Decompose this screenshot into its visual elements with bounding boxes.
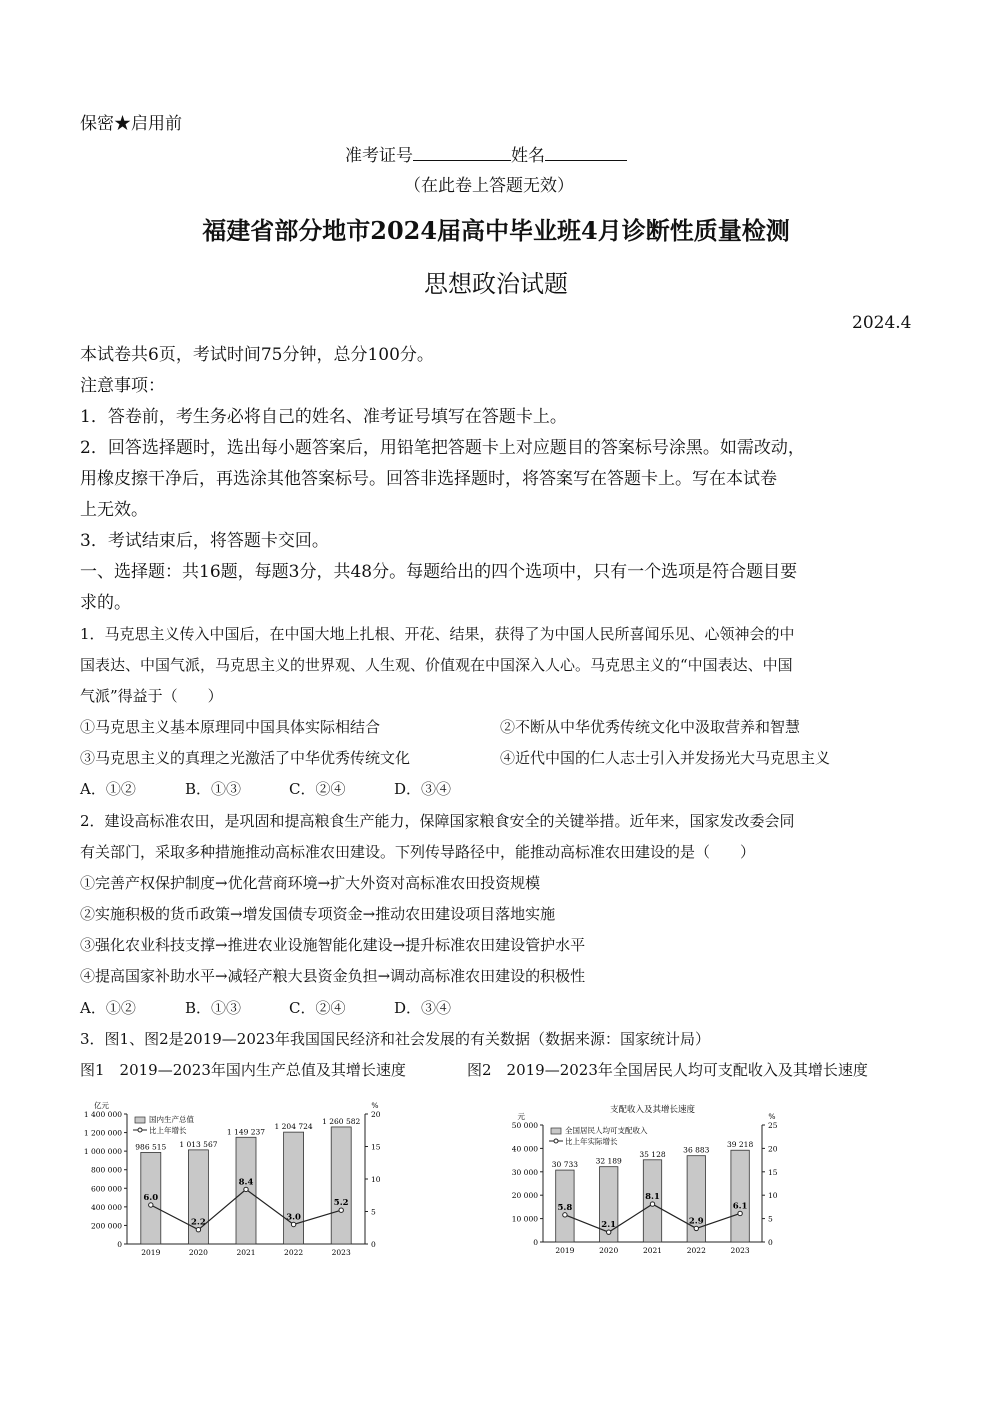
gdp-y2-tick-label: 10 xyxy=(371,1175,381,1184)
income-y-tick-label: 50 000 xyxy=(511,1121,538,1130)
q1-option-2: ②不断从中华优秀传统文化中汲取营养和智慧 xyxy=(500,718,801,736)
gdp-growth-label: 2.2 xyxy=(191,1217,206,1228)
gdp-growth-point xyxy=(149,1203,153,1207)
gdp-bar-label: 1 149 237 xyxy=(226,1127,266,1137)
income-bar-label: 39 218 xyxy=(726,1140,754,1150)
q2-stem-a: 2．建设高标准农田，是巩固和提高粮食生产能力，保障国家粮食安全的关键举措。近年来，国家发改委会同 xyxy=(80,812,795,830)
income-bar-label: 32 189 xyxy=(595,1156,622,1166)
q2-choices xyxy=(80,993,451,1024)
gdp-bar-label: 986 515 xyxy=(135,1142,167,1152)
income-y-unit: 元 xyxy=(517,1112,525,1121)
income-growth-label: 2.9 xyxy=(688,1216,704,1227)
income-growth-label: 2.1 xyxy=(601,1220,617,1231)
income-legend-line-marker xyxy=(554,1139,558,1143)
income-growth-point xyxy=(694,1226,698,1230)
gdp-bar xyxy=(331,1127,351,1244)
gdp-x-tick-label: 2022 xyxy=(284,1248,304,1257)
income-growth-label: 8.1 xyxy=(645,1192,660,1203)
page-title: 福建省部分地市2024届高中毕业班4月诊断性质量检测 xyxy=(202,216,790,245)
notice-3: 3．考试结束后，将答题卡交回。 xyxy=(80,531,329,551)
gdp-growth-point xyxy=(244,1187,248,1191)
gdp-y-tick-label: 0 xyxy=(117,1240,122,1249)
income-y-tick-label: 40 000 xyxy=(511,1144,538,1154)
q1-option-3: ③马克思主义的真理之光激活了中华优秀传统文化 xyxy=(80,749,411,767)
income-legend-line-label: 比上年实际增长 xyxy=(565,1137,618,1146)
q1-choice-d[interactable]: D．③④ xyxy=(394,780,452,798)
section-heading-b: 求的。 xyxy=(80,593,131,613)
income-bar-label: 36 883 xyxy=(683,1145,710,1155)
income-bar-label: 30 733 xyxy=(551,1160,579,1170)
gdp-growth-point xyxy=(291,1222,295,1226)
fig2-caption: 图2 2019—2023年全国居民人均可支配收入及其增长速度 xyxy=(467,1061,868,1079)
notice-2b: 用橡皮擦干净后，再选涂其他答案标号。回答非选择题时，将答案写在答题卡上。写在本试卷 xyxy=(80,469,777,489)
gdp-y-unit: 亿元 xyxy=(94,1101,109,1110)
q2-option-4: ④提高国家补助水平→减轻产粮大县资金负担→调动高标准农田建设的积极性 xyxy=(80,967,586,985)
income-growth-point xyxy=(563,1213,567,1217)
income-bar-label: 35 128 xyxy=(639,1149,666,1159)
income-y-tick-label: 10 000 xyxy=(511,1214,538,1224)
income-y2-tick-label: 5 xyxy=(768,1214,773,1224)
income-growth-label: 6.1 xyxy=(732,1201,748,1212)
exam-id-blank[interactable] xyxy=(413,144,511,161)
notice-2c: 上无效。 xyxy=(80,500,148,520)
gdp-legend-line-label: 比上年增长 xyxy=(149,1126,187,1135)
q2-option-2: ②实施积极的货币政策→增发国债专项资金→推动农田建设项目落地实施 xyxy=(80,905,556,923)
q2-choice-b[interactable]: B．①③ xyxy=(185,999,242,1017)
notice-title: 注意事项： xyxy=(80,376,165,396)
gdp-y-tick-label: 1 400 000 xyxy=(83,1110,122,1119)
gdp-y-tick-label: 1 200 000 xyxy=(83,1128,122,1138)
income-y-tick-label: 20 000 xyxy=(511,1191,538,1201)
gdp-growth-label: 3.0 xyxy=(286,1212,301,1223)
exam-date: 2024.4 xyxy=(852,313,912,333)
q2-option-3: ③强化农业科技支撑→推进农业设施智能化建设→提升标准农田建设管护水平 xyxy=(80,936,586,954)
q1-stem-c: 气派”得益于（ ） xyxy=(80,687,223,705)
income-bar xyxy=(731,1150,749,1242)
income-x-tick-label: 2023 xyxy=(730,1246,750,1255)
gdp-y-tick-label: 800 000 xyxy=(90,1165,122,1175)
gdp-y2-tick-label: 15 xyxy=(371,1142,381,1152)
income-x-tick-label: 2019 xyxy=(555,1246,575,1255)
gdp-growth-label: 8.4 xyxy=(238,1177,254,1188)
gdp-y2-tick-label: 5 xyxy=(371,1207,376,1217)
income-x-tick-label: 2022 xyxy=(686,1246,706,1255)
secret-label: 保密★启用前 xyxy=(80,114,182,134)
name-blank[interactable] xyxy=(545,144,627,161)
q1-option-1: ①马克思主义基本原理同中国具体实际相结合 xyxy=(80,718,381,736)
gdp-growth-point xyxy=(339,1208,343,1212)
q1-choice-a[interactable]: A．①② xyxy=(80,780,136,798)
q2-choice-c[interactable]: C．②④ xyxy=(289,999,346,1017)
gdp-y2-unit: % xyxy=(371,1101,379,1110)
gdp-x-tick-label: 2021 xyxy=(236,1248,256,1257)
income-growth-point xyxy=(607,1230,611,1234)
income-y2-tick-label: 20 xyxy=(768,1144,778,1154)
gdp-legend-line-marker xyxy=(138,1128,142,1132)
income-growth-label: 5.8 xyxy=(557,1202,573,1213)
q2-option-1: ①完善产权保护制度→优化营商环境→扩大外资对高标准农田投资规模 xyxy=(80,874,541,892)
q2-choice-a[interactable]: A．①② xyxy=(80,999,136,1017)
gdp-x-tick-label: 2020 xyxy=(188,1248,208,1257)
q1-choice-c[interactable]: C．②④ xyxy=(289,780,346,798)
invalid-note: （在此卷上答题无效） xyxy=(404,176,574,196)
q2-stem-b: 有关部门，采取多种措施推动高标准农田建设。下列传导路径中，能推动高标准农田建设的是（ ） xyxy=(80,843,756,861)
income-y-tick-label: 0 xyxy=(533,1238,538,1247)
income-y2-unit: % xyxy=(768,1112,776,1121)
gdp-x-tick-label: 2023 xyxy=(331,1248,351,1257)
income-x-tick-label: 2021 xyxy=(642,1246,663,1255)
q1-choice-b[interactable]: B．①③ xyxy=(185,780,242,798)
fig1-caption: 图1 2019—2023年国内生产总值及其增长速度 xyxy=(80,1061,406,1079)
q1-stem-a: 1．马克思主义传入中国后，在中国大地上扎根、开花、结果，获得了为中国人民所喜闻乐见、心领神会的中 xyxy=(80,625,795,643)
gdp-y-tick-label: 400 000 xyxy=(90,1202,122,1212)
gdp-growth-label: 6.0 xyxy=(143,1193,159,1203)
notice-1: 1．答卷前，考生务必将自己的姓名、准考证号填写在答题卡上。 xyxy=(80,407,567,427)
income-y2-tick-label: 10 xyxy=(768,1191,778,1201)
gdp-y-tick-label: 200 000 xyxy=(90,1221,122,1231)
income-growth-point xyxy=(738,1211,742,1215)
gdp-bar-label: 1 204 724 xyxy=(274,1122,313,1132)
gdp-y2-tick-label: 20 xyxy=(371,1110,381,1119)
section-heading-a: 一、选择题：共16题，每题3分，共48分。每题给出的四个选项中，只有一个选项是符合题目要 xyxy=(80,562,798,582)
income-chart xyxy=(500,1100,800,1255)
name-label: 姓名 xyxy=(511,146,545,166)
gdp-chart xyxy=(70,1092,400,1257)
income-y-tick-label: 30 000 xyxy=(511,1167,538,1177)
q1-choices xyxy=(80,774,451,805)
exam-id-label: 准考证号 xyxy=(345,146,413,166)
income-y2-tick-label: 0 xyxy=(768,1238,773,1247)
gdp-growth-point xyxy=(196,1228,200,1232)
gdp-bar xyxy=(284,1132,304,1244)
income-legend-bar-label: 全国居民人均可支配收入 xyxy=(565,1126,648,1135)
income-title: 支配收入及其增长速度 xyxy=(609,1105,696,1115)
income-y2-tick-label: 15 xyxy=(768,1167,778,1177)
gdp-y-tick-label: 1 000 000 xyxy=(83,1147,122,1157)
gdp-legend-bar-label: 国内生产总值 xyxy=(149,1115,194,1124)
income-growth-point xyxy=(650,1202,654,1206)
gdp-x-tick-label: 2019 xyxy=(141,1248,161,1257)
gdp-y-tick-label: 600 000 xyxy=(90,1184,122,1194)
q1-option-4: ④近代中国的仁人志士引入并发扬光大马克思主义 xyxy=(500,749,831,767)
notice-2a: 2．回答选择题时，选出每小题答案后，用铅笔把答题卡上对应题目的答案标号涂黑。如需改动， xyxy=(80,438,805,458)
income-legend-bar-swatch xyxy=(551,1128,561,1134)
gdp-growth-label: 5.2 xyxy=(333,1198,349,1209)
gdp-legend-bar-swatch xyxy=(135,1117,145,1123)
exam-info-line xyxy=(345,141,627,172)
gdp-bar-label: 1 260 582 xyxy=(322,1116,361,1126)
income-y2-tick-label: 25 xyxy=(768,1121,778,1130)
q3-stem: 3．图1、图2是2019—2023年我国国民经济和社会发展的有关数据（数据来源：国家统计局） xyxy=(80,1030,710,1048)
intro-line: 本试卷共6页，考试时间75分钟，总分100分。 xyxy=(80,345,434,365)
income-x-tick-label: 2020 xyxy=(599,1246,619,1255)
gdp-y2-tick-label: 0 xyxy=(371,1240,376,1249)
q2-choice-d[interactable]: D．③④ xyxy=(394,999,452,1017)
q1-stem-b: 国表达、中国气派，马克思主义的世界观、人生观、价值观在中国深入人心。马克思主义的“中国表达、中国 xyxy=(80,656,793,674)
gdp-bar-label: 1 013 567 xyxy=(179,1139,218,1149)
page-subtitle: 思想政治试题 xyxy=(424,270,568,298)
